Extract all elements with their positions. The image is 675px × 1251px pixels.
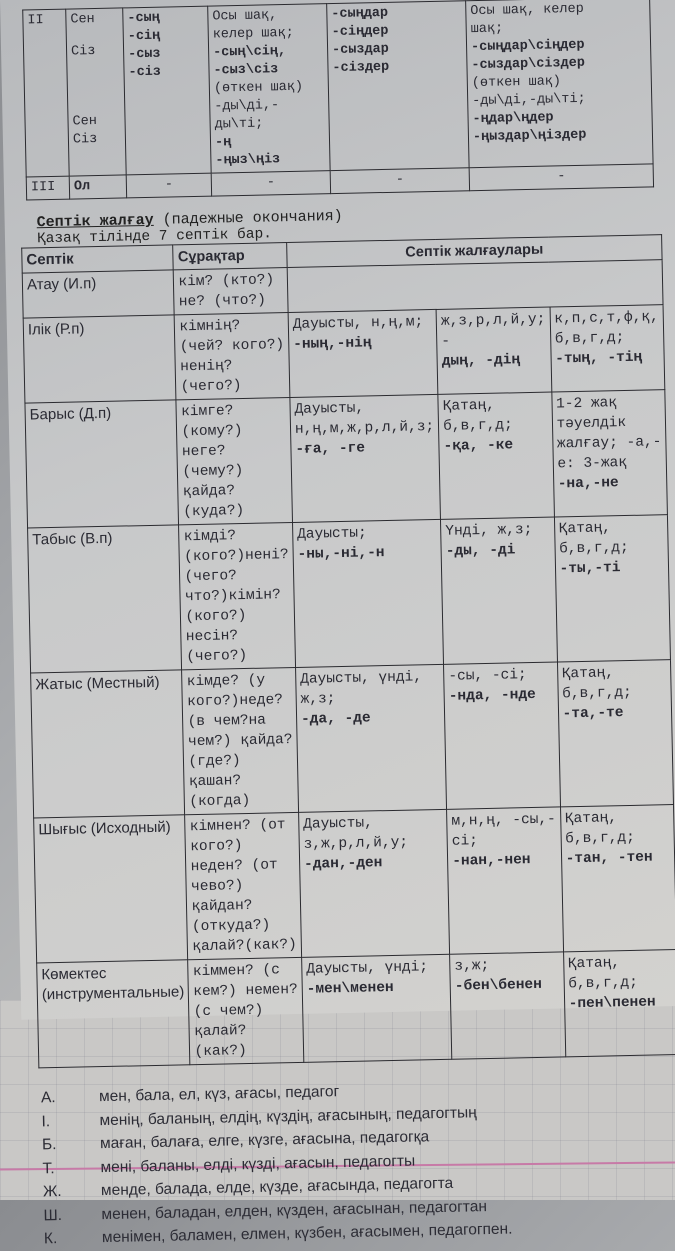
endings-cell xyxy=(295,664,446,812)
ending-suffix: -та,-те xyxy=(562,705,624,723)
cases-table xyxy=(21,234,675,1068)
row-number: II xyxy=(23,9,69,177)
column-header: Сұрақтар xyxy=(173,243,287,270)
ending-suffix: -дан,-ден xyxy=(303,855,383,873)
section-subtitle: Қазақ тілінде 7 септік бар. xyxy=(36,226,273,248)
ending-condition: ж,з,р,л,й,у; - xyxy=(440,311,546,350)
ending-suffix: -қа, -ке xyxy=(443,437,514,455)
endings-cell xyxy=(450,952,566,1059)
ending-suffix: -ны,-ні,-н xyxy=(297,545,385,563)
ending-text: (өткен шақ) xyxy=(471,74,562,92)
example-letter: Б. xyxy=(41,1136,57,1154)
ending-text: шақ; xyxy=(470,21,504,38)
table-row xyxy=(37,950,675,1068)
ending-suffix: -мен\менен xyxy=(306,979,394,998)
ending-condition: Дауысты, үнді; xyxy=(306,959,429,978)
ending-suffix: -нда, -нде xyxy=(448,686,536,705)
ending-text: -сыз\сіз xyxy=(213,62,279,79)
conjugation-table xyxy=(22,0,654,200)
ending-suffix: -да, -де xyxy=(300,710,371,728)
endings-cell xyxy=(441,517,557,664)
table-row xyxy=(31,660,674,818)
endings-cell xyxy=(292,519,443,667)
endings-cell xyxy=(444,662,560,809)
ending-text: -ңыздар\ңіздер xyxy=(472,127,587,146)
dash-cell: - xyxy=(469,164,653,191)
example-letter: Ж. xyxy=(42,1182,62,1201)
ending-suffix: -ның,-нің xyxy=(293,335,372,353)
ending-text: -сыздар\сіздер xyxy=(471,55,586,74)
example-letter: Ш. xyxy=(43,1206,63,1224)
ending-condition: к,п,с,т,ф,қ, б,в,г,д; xyxy=(554,309,659,348)
example-text: менен, баладан, елден, күзден, ағасынан, педагогтан xyxy=(101,1197,488,1223)
ending-condition: 1-2 жақ тәуелдік жалғау; -а,-е: 3-жақ xyxy=(555,395,662,473)
ending-text: -сың\сің, xyxy=(213,44,287,61)
ending-condition: Қатаң, б,в,г,д; xyxy=(561,665,632,703)
person-label: Ол xyxy=(69,175,126,199)
person-label: Сіз xyxy=(70,44,96,60)
examples-list xyxy=(41,1073,675,1251)
ending-text: -сіңдер xyxy=(331,23,389,41)
table-row xyxy=(25,390,667,528)
ending-suffix: -тың, -тің xyxy=(555,349,643,368)
case-questions: кімнен? (от кого?) неден? (от чево?) қайдан? (откуда?) қалай?(как?) xyxy=(185,812,301,959)
person-label: Сен xyxy=(72,113,98,130)
endings-cell xyxy=(288,309,438,397)
person-label: Сіз xyxy=(72,131,98,148)
ending-text: -сыздар xyxy=(331,41,389,59)
case-questions: кімге? (кому?) неге? (чему?) қайда? (куда?) xyxy=(176,398,292,525)
ending-text: -сыңдар xyxy=(331,5,389,23)
section-title: Септік жалғау xyxy=(36,211,154,232)
ending-cell xyxy=(208,4,330,173)
endings-cell xyxy=(550,305,665,392)
example-letter: Т. xyxy=(42,1159,55,1177)
column-header: Септік жалғаулары xyxy=(287,235,663,268)
ending-cell xyxy=(123,6,211,175)
person-cell xyxy=(66,8,126,176)
ending-condition: Дауысты, з,ж,р,л,й,у; xyxy=(303,815,409,853)
table-row xyxy=(23,305,665,403)
example-text: мені, баланы, елді, күзді, ағасын, педагогты xyxy=(100,1152,416,1176)
endings-cell xyxy=(563,950,675,1057)
example-text: менімен, баламен, елмен, күзбен, ағасымен, педагогпен. xyxy=(101,1220,513,1247)
ending-suffix: -бен\бенен xyxy=(454,976,543,995)
example-text: менің, баланың, елдің, күздің, ағасының, педагогтың xyxy=(99,1103,477,1129)
dash-cell: - xyxy=(330,168,469,194)
table-row xyxy=(34,805,675,963)
case-questions: кімнің? (чей? кого?) ненің? (чего?) xyxy=(175,313,290,400)
endings-cell xyxy=(551,390,667,517)
case-name: Табыс (В.п) xyxy=(28,525,182,673)
ending-suffix: -нан,-нен xyxy=(452,852,531,870)
ending-text: -сіздер xyxy=(332,59,390,77)
endings-cell xyxy=(298,809,449,957)
ending-condition: -сы, -сі; xyxy=(448,667,527,685)
section-title-note: (падежные окончания) xyxy=(153,207,343,229)
example-letter: І. xyxy=(41,1112,51,1130)
ending-condition: з,ж; xyxy=(454,957,490,975)
ending-text: -ды\ді,-ды\ті; xyxy=(472,91,586,110)
case-name: Атау (И.п) xyxy=(22,270,174,318)
case-name: Шығыс (Исходный) xyxy=(34,815,188,963)
ending-text: -ды\ді,-ды\ті; xyxy=(214,98,280,133)
case-questions: кіммен? (с кем?) немен? (с чем?) қалай? (как?) xyxy=(188,957,304,1064)
example-text: мен, бала, ел, күз, ағасы, педагог xyxy=(98,1083,340,1106)
ending-condition: Дауысты, н,ң,м; xyxy=(292,314,424,333)
ending-suffix: -на,-не xyxy=(557,475,619,493)
ending-text: -сыз xyxy=(128,46,161,63)
ending-suffix: -тан, -тен xyxy=(565,849,653,868)
case-name: Жатыс (Местный) xyxy=(31,670,185,818)
ending-condition: Дауысты, үнді, ж,з; xyxy=(300,669,423,708)
dash-cell: - xyxy=(211,171,330,196)
ending-text: -сіз xyxy=(128,64,162,81)
example-text: маған, балаға, елге, күзге, ағасына, педагогқа xyxy=(99,1128,430,1153)
ending-text: -ңдар\ңдер xyxy=(472,110,554,128)
ending-text: -сің xyxy=(127,28,161,45)
endings-cell xyxy=(287,260,663,313)
case-name: Ілік (Р.п) xyxy=(23,315,176,403)
ending-condition: Дауысты; xyxy=(296,525,367,543)
example-letter: К. xyxy=(43,1230,58,1248)
endings-cell xyxy=(560,805,675,952)
ending-condition: Қатаң, б,в,г,д; xyxy=(558,520,629,558)
dash-cell: - xyxy=(126,173,211,198)
ending-text: Осы шақ, келер xyxy=(470,1,584,20)
ending-suffix: дың, -дің xyxy=(441,352,521,370)
ending-text: -ңыз\ңіз xyxy=(215,152,281,169)
ending-text: -сыңдар\сіңдер xyxy=(470,37,585,56)
case-name: Көмектес (инструментальные) xyxy=(37,960,191,1068)
example-text: менде, балада, елде, күзде, ағасында, педагогта xyxy=(100,1174,454,1200)
case-questions: кімді? (кого?)нені? (чего?что?)кімін? (кого?) несін? (чего?) xyxy=(179,522,295,669)
ending-suffix: -ды, -ді xyxy=(445,542,516,560)
table-row xyxy=(23,0,653,177)
ending-suffix: -пен\пенен xyxy=(568,994,656,1013)
ending-condition: Қатаң, б,в,г,д; xyxy=(564,810,636,848)
ending-cell xyxy=(327,1,469,171)
ending-text: келер шақ; xyxy=(212,25,294,43)
ending-condition: Үнді, ж,з; xyxy=(445,521,533,540)
endings-cell xyxy=(447,807,563,954)
endings-cell xyxy=(302,954,452,1062)
ending-suffix: -ты,-ті xyxy=(559,560,621,578)
endings-cell xyxy=(290,394,441,522)
case-name: Барыс (Д.п) xyxy=(25,400,179,528)
ending-condition: Қатаң, б,в,г,д; xyxy=(567,955,639,993)
ending-text: (өткен шақ) xyxy=(213,79,304,97)
case-questions: кімде? (у кого?)неде? (в чем?на чем?) қайда?(где?) қашан? (когда) xyxy=(182,667,298,814)
endings-cell xyxy=(436,307,551,394)
row-number: III xyxy=(26,176,69,200)
ending-condition: м,н,ң, -сы,-сі; xyxy=(451,811,556,850)
endings-cell xyxy=(438,392,554,519)
example-letter: А. xyxy=(40,1089,56,1107)
person-label: Сен xyxy=(70,12,95,28)
ending-condition: Дауысты, н,ң,м,ж,р,л,й,з; xyxy=(294,400,435,438)
ending-text: -сың xyxy=(127,10,160,27)
ending-suffix: -ға, -ге xyxy=(295,440,366,458)
endings-cell xyxy=(554,515,670,662)
ending-cell xyxy=(466,0,653,168)
case-questions: кім? (кто?) не? (что?) xyxy=(174,268,288,315)
table-row xyxy=(28,515,671,673)
endings-cell xyxy=(557,660,673,807)
ending-condition: Қатаң, б,в,г,д; xyxy=(442,397,513,435)
column-header: Септік xyxy=(22,245,174,273)
ending-text: Осы шақ, xyxy=(212,8,278,25)
ending-text: -ң xyxy=(214,135,232,151)
